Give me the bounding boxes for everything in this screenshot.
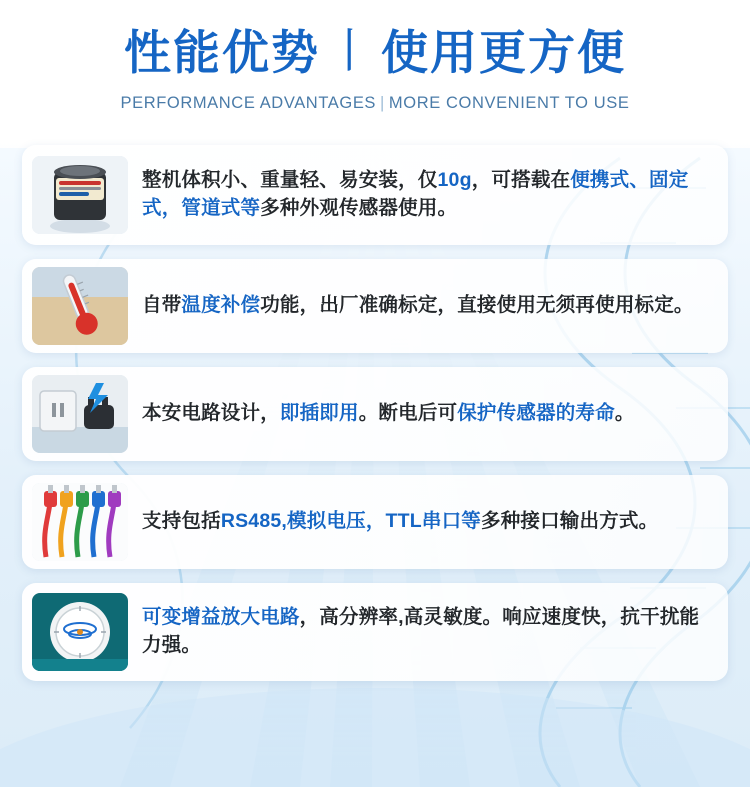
- subtitle-separator: |: [380, 94, 385, 113]
- title-part-1: 性能优势: [124, 26, 320, 79]
- thermometer-icon: [32, 267, 128, 345]
- text-segment-highlight: 温度补偿: [181, 294, 261, 317]
- text-segment: 。: [614, 402, 635, 425]
- feature-item: [22, 475, 728, 569]
- feature-list: [0, 145, 750, 681]
- feature-text: [142, 508, 658, 536]
- sensor-module-icon: [32, 156, 128, 234]
- text-segment: 多种外观传感器使用。: [260, 197, 458, 220]
- text-segment-highlight: 保护传感器的寿命: [457, 402, 615, 425]
- amplifier-circuit-icon: [32, 593, 128, 671]
- text-segment: 多种接口输出方式。: [481, 510, 659, 533]
- text-segment: 支持包括: [142, 510, 221, 533]
- header: [0, 0, 750, 113]
- feature-text: [142, 167, 712, 222]
- text-segment: 功能，出厂准确标定，直接使用无须再使用标定。: [260, 294, 694, 317]
- feature-item: [22, 583, 728, 681]
- text-segment-highlight: 即插即用: [279, 402, 359, 425]
- page-title: [0, 26, 750, 80]
- text-segment-highlight: 10g: [437, 169, 472, 192]
- text-segment-highlight: 便携式、固定式，管道式等: [142, 169, 689, 220]
- text-segment: 自带: [142, 294, 182, 317]
- feature-text: [142, 604, 712, 659]
- text-segment: 本安电路设计，: [142, 402, 280, 425]
- title-part-2: 使用更方便: [381, 26, 626, 79]
- text-segment-highlight: 可变增益放大电路: [142, 606, 300, 629]
- text-segment-highlight: RS485,模拟电压，TTL串口等: [220, 510, 481, 533]
- power-adapter-icon: [32, 375, 128, 453]
- feature-text: [142, 400, 635, 428]
- feature-item: [22, 145, 728, 245]
- subtitle-part-1: PERFORMANCE ADVANTAGES: [120, 94, 377, 113]
- page-subtitle: [0, 94, 750, 113]
- feature-text: [142, 292, 694, 320]
- text-segment: ，高分辨率,高灵敏度。响应速度快，抗干扰能力强。: [142, 606, 700, 657]
- subtitle-part-2: MORE CONVENIENT TO USE: [388, 94, 630, 113]
- feature-item: [22, 367, 728, 461]
- text-segment: ，可搭载在: [471, 169, 571, 192]
- feature-item: [22, 259, 728, 353]
- text-segment: 整机体积小、重量轻、易安装，仅: [142, 169, 438, 192]
- cables-connectors-icon: [32, 483, 128, 561]
- text-segment: 。断电后可: [358, 402, 458, 425]
- title-divider: 丨: [326, 24, 375, 77]
